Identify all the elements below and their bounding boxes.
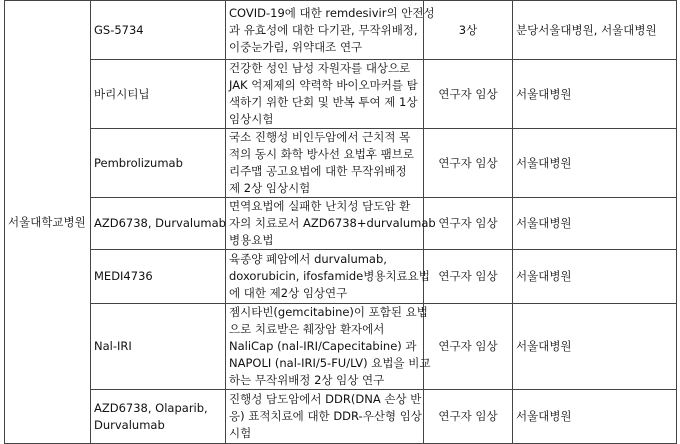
drug-cell — [91, 390, 226, 444]
description-line: COVID-19에 대한 remdesivir의 안전성 — [229, 5, 435, 20]
drug-text: GS-5734 — [94, 22, 144, 37]
description-line: 에 대한 제2상 임상연구 — [229, 286, 348, 300]
description-cell — [226, 250, 430, 304]
description-line: 시험 — [229, 426, 252, 440]
description-line: 건강한 성인 남성 자원자를 대상으로 — [229, 61, 411, 75]
description-line: 진행성 담도암에서 DDR(DNA 손상 반 — [229, 392, 422, 406]
description-line: 병용요법 — [229, 233, 274, 247]
phase-cell: 연구자 임상 — [424, 129, 513, 198]
table-row — [5, 60, 677, 129]
description-line: 리주맵 공고요법에 대한 무작위배정 — [229, 164, 407, 178]
description-line: JAK 억제제의 약력학 바이오마커를 탐 — [229, 78, 418, 92]
drug-cell — [91, 1, 226, 60]
phase-cell: 연구자 임상 — [424, 198, 513, 250]
clinical-trials-table — [4, 0, 677, 444]
description-line: 적의 동시 화학 방사선 요법후 팸브로 — [229, 147, 414, 161]
sites-cell: 서울대병원 — [513, 60, 677, 129]
description-cell — [226, 390, 424, 444]
description-cell — [226, 60, 424, 129]
drug-text: MEDI4736 — [94, 269, 153, 283]
description-line: 응) 표적치료에 대한 DDR-우산형 임상 — [229, 409, 422, 423]
description-line: 젬시타빈(gemcitabine)이 포함된 요법 — [229, 305, 428, 319]
description-line: NaliCap (nal-IRI/Capecitabine) 과 — [229, 339, 417, 353]
table-row — [5, 1, 677, 60]
drug-text: Nal-IRI — [94, 339, 132, 353]
drug-cell — [91, 198, 226, 250]
drug-cell — [91, 250, 226, 304]
description-line: doxorubicin, ifosfamide병용치료요법 — [229, 269, 430, 283]
sites-cell: 서울대병원 — [513, 198, 677, 250]
table-row — [5, 129, 677, 198]
drug-text: 바리시티닙 — [94, 86, 150, 101]
drug-text: AZD6738, Olaparib, — [94, 400, 208, 415]
description-cell — [226, 1, 435, 60]
drug-text: AZD6738, Durvalumab — [94, 216, 226, 230]
table-row — [5, 198, 677, 250]
phase-cell: 연구자 임상 — [424, 250, 513, 304]
drug-text: Pembrolizumab — [94, 155, 183, 170]
sites-cell: 분당서울대병원, 서울대병원 — [513, 1, 677, 60]
phase-cell: 연구자 임상 — [424, 390, 513, 444]
phase-cell: 3상 — [424, 1, 513, 60]
table-row — [5, 304, 677, 390]
description-line: 하는 무작위배정 2상 임상 연구 — [229, 373, 385, 387]
description-line: 임상시험 — [229, 112, 274, 126]
description-line: 색하기 위한 단회 및 반복 투여 제 1상 — [229, 95, 418, 109]
drug-cell — [91, 60, 226, 129]
hospital-name: 서울대학교병원 — [5, 1, 91, 444]
sites-cell: 서울대병원 — [513, 250, 677, 304]
description-cell — [226, 198, 436, 250]
description-cell — [226, 129, 424, 198]
description-line: NAPOLI (nal-IRI/5-FU/LV) 요법을 비교 — [229, 356, 431, 370]
description-line: 제 2상 임상시험 — [229, 181, 311, 195]
phase-cell: 연구자 임상 — [424, 304, 513, 390]
description-line: 육종양 폐암에서 durvalumab, — [229, 252, 387, 266]
drug-cell — [91, 129, 226, 198]
description-line: 국소 진행성 비인두암에서 근치적 목 — [229, 130, 411, 144]
phase-cell: 연구자 임상 — [424, 60, 513, 129]
description-line: 면역요법에 실패한 난치성 담도암 환 — [229, 199, 411, 213]
table-row — [5, 390, 677, 444]
description-line: 으로 치료받은 췌장암 환자에서 — [229, 322, 385, 336]
description-line: 이중눈가림, 위약대조 연구 — [229, 39, 363, 54]
description-line: 자의 치료로서 AZD6738+durvalumab — [229, 216, 436, 230]
sites-cell: 서울대병원 — [513, 304, 677, 390]
sites-cell: 서울대병원 — [513, 390, 677, 444]
table-row — [5, 250, 677, 304]
description-cell — [226, 304, 431, 390]
sites-cell: 서울대병원 — [513, 129, 677, 198]
drug-cell — [91, 304, 226, 390]
description-line: 과 유효성에 대한 다기관, 무작위배정, — [229, 22, 418, 37]
drug-text: Durvalumab — [94, 417, 165, 432]
